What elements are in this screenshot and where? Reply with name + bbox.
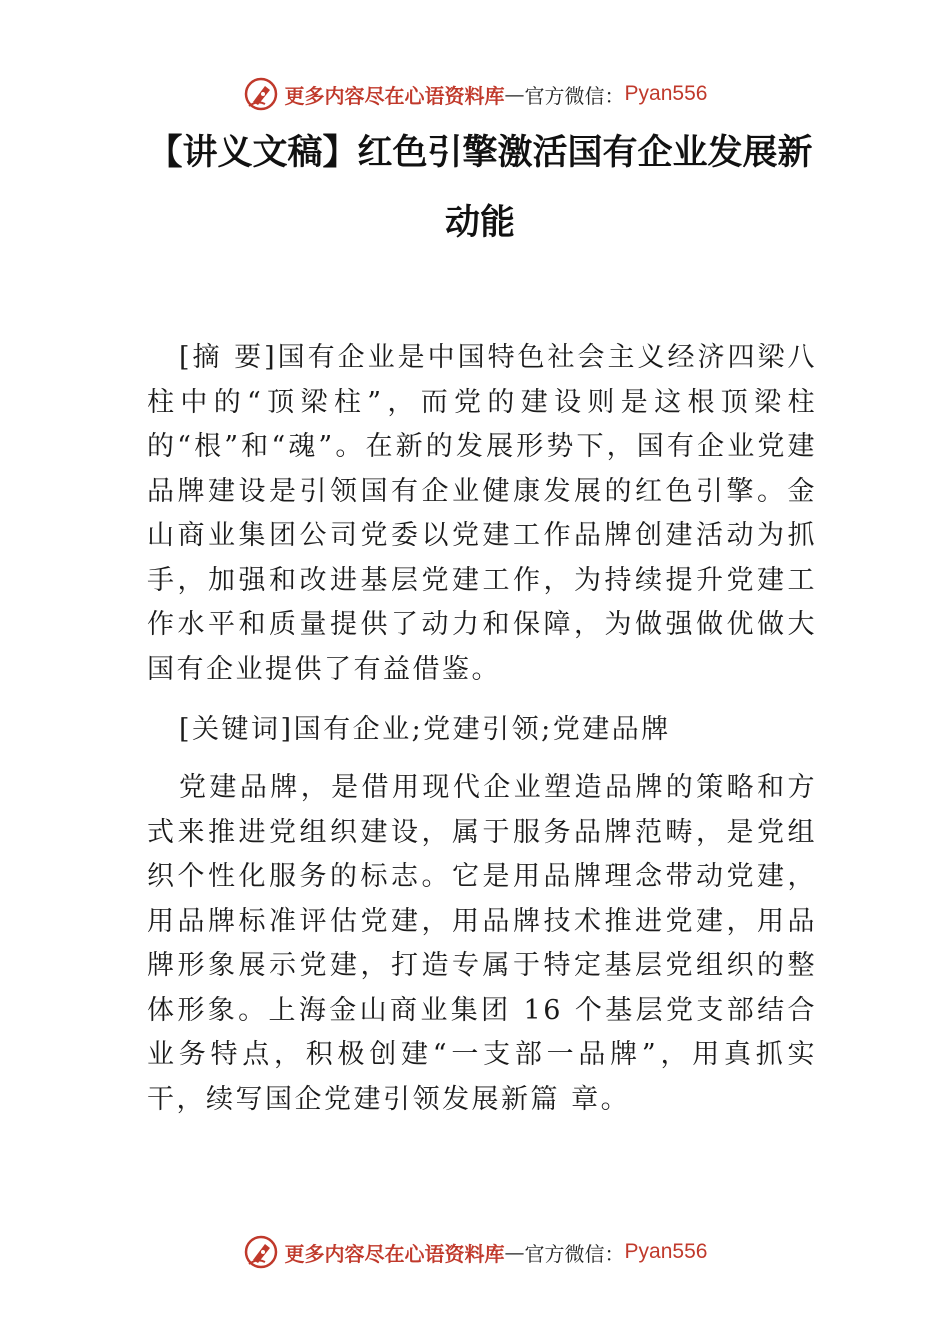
watermark-brand-text: 更多内容尽在心语资料库 bbox=[284, 1241, 505, 1266]
abstract-paragraph: [摘 要]国有企业是中国特色社会主义经济四梁八柱中的“顶梁柱”，而党的建设则是这根顶梁柱的“根”和“魂”。在新的发展形势下，国有企业党建品牌建设是引领国有企业健康发展的红色引擎。金山商业集团公司党委以党建工作品牌创建活动为抓手，加强和改进基层党建工作，为持续提升党建工作水平和质量提供了动力和保障，为做强做优做大国有企业提供了有益借鉴。 bbox=[147, 342, 817, 685]
header-watermark-banner bbox=[0, 74, 950, 114]
footer-watermark-banner bbox=[0, 1232, 950, 1272]
pen-nib-logo-icon bbox=[243, 76, 279, 112]
watermark-wechat-id: Pyan556 bbox=[624, 82, 708, 105]
document-title: 【讲义文稿】红色引擎激活国有企业发展新动能 bbox=[147, 133, 813, 243]
body-paragraph: 党建品牌，是借用现代企业塑造品牌的策略和方式来推进党组织建设，属于服务品牌范畴，是党组织个性化服务的标志。它是用品牌理念带动党建，用品牌标准评估党建，用品牌技术推进党建，用品牌形象展示党建，打造专属于特定基层党组织的整体形象。上海金山商业集团 16 个基层党支部结合业务特点，积极创建“一支部一品牌”，用真抓实干，续写国企党建引领发展新篇 章。 bbox=[147, 772, 817, 1115]
watermark-separator: — bbox=[504, 82, 525, 106]
watermark-wechat-id: Pyan556 bbox=[624, 1240, 708, 1263]
watermark-wechat-label: 官方微信： bbox=[524, 1241, 625, 1266]
pen-nib-logo-icon bbox=[243, 1234, 279, 1270]
watermark-brand-text: 更多内容尽在心语资料库 bbox=[284, 83, 505, 108]
watermark-separator: — bbox=[504, 1240, 525, 1264]
watermark-wechat-label: 官方微信： bbox=[524, 83, 625, 108]
keywords-paragraph: [关键词]国有企业;党建引领;党建品牌 bbox=[179, 714, 671, 745]
